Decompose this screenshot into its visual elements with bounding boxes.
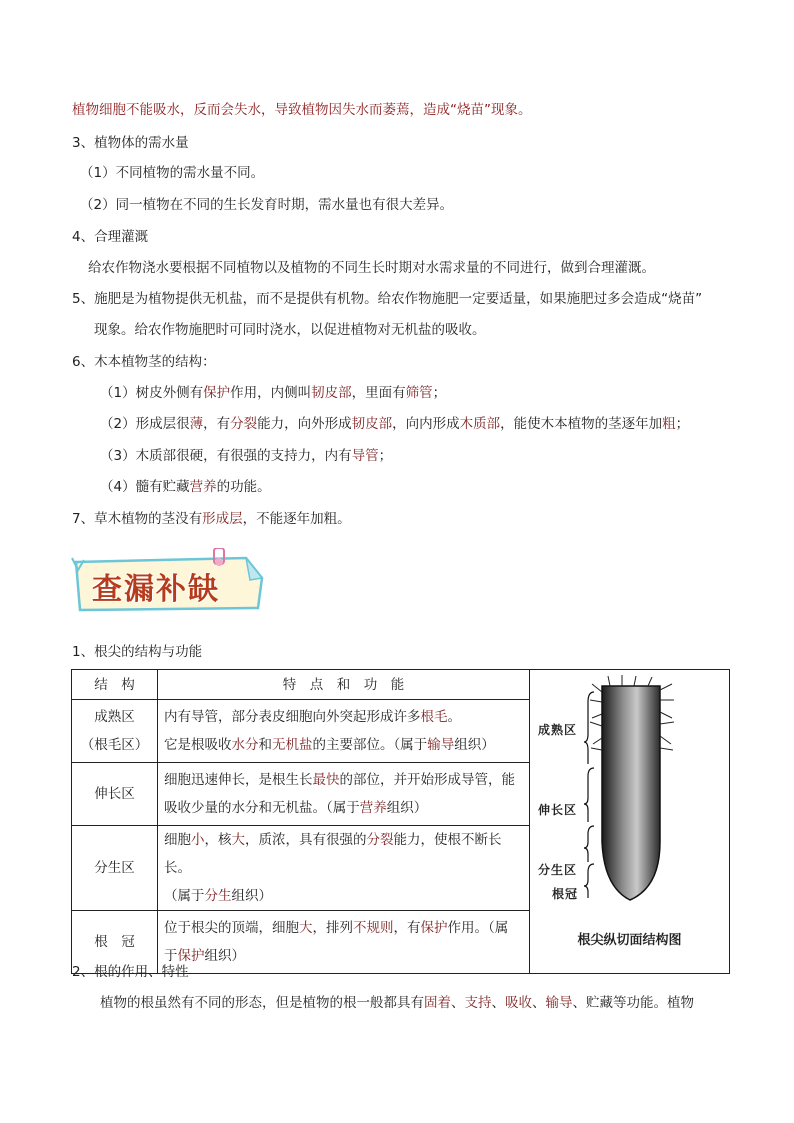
text-root-function: 植物的根虽然有不同的形态，但是植物的根一般都具有固着、支持、吸收、输导、贮藏等功能。植物 [100,995,694,1011]
text-fertilize-2: 现象。给农作物施肥时可同时浇水，以促进植物对无机盐的吸收。 [94,322,486,338]
heading-irrigation: 4、合理灌溉 [72,229,149,245]
text-stem-3: （3）木质部很硬，有很强的支持力，内有导管； [100,448,393,464]
section-banner [70,548,270,614]
text-stem-2: （2）形成层很薄，有分裂能力，向外形成韧皮部，向内形成木质部，能使木本植物的茎逐年加粗； [100,416,690,432]
text-irrigation: 给农作物浇水要根据不同植物以及植物的不同生长时期对水需求量的不同进行，做到合理灌溉。 [88,260,655,276]
row-desc-meristem: 细胞小，核大，质浓，具有很强的分裂能力，使根不断长长。 （属于分生组织） [158,826,530,911]
text-stem-1: （1）树皮外侧有保护作用，内侧叫韧皮部，里面有筛管； [100,385,447,401]
text-fertilize-1: 5、施肥是为植物提供无机盐，而不是提供有机物。给农作物施肥一定要适量，如果施肥过多会造成“烧苗” [72,291,703,307]
heading-root-tip: 1、根尖的结构与功能 [72,644,203,660]
label-meristem-zone: 分生区 [538,863,578,877]
root-tip-figure [530,670,730,974]
label-elongation-zone: 伸长区 [538,803,578,817]
figure-caption: 根尖纵切面结构图 [577,933,682,948]
row-desc-root-cap: 位于根尖的顶端，细胞大，排列不规则，有保护作用。（属 于保护组织） [158,911,530,974]
text-stem-4: （4）髓有贮藏营养的功能。 [100,479,271,495]
row-desc-elongation: 细胞迅速伸长，是根生长最快的部位，并开始形成导管，能 吸收少量的水分和无机盐。（属于营养组织） [158,763,530,826]
text-water-need-2: （2）同一植物在不同的生长发育时期，需水量也有很大差异。 [80,197,454,213]
row-name-meristem: 分生区 [72,826,158,911]
text-herb-stem: 7、草木植物的茎没有形成层，不能逐年加粗。 [72,511,351,527]
label-maturation-zone: 成熟区 [538,723,578,737]
text-line-burn: 植物细胞不能吸水，反而会失水，导致植物因失水而萎蔫，造成“烧苗”现象。 [72,102,532,118]
root-tip-table [71,669,730,974]
label-root-cap: 根冠 [552,887,579,901]
row-name-root-cap: 根 冠 [72,911,158,974]
text-water-need-1: （1）不同植物的需水量不同。 [80,165,265,181]
row-name-elongation: 伸长区 [72,763,158,826]
heading-water-need: 3、植物体的需水量 [72,135,189,151]
header-structure: 结 构 [72,670,158,700]
heading-woody-stem: 6、木本植物茎的结构： [72,354,216,370]
banner-title: 查漏补缺 [92,572,220,607]
header-feature: 特 点 和 功 能 [158,670,530,700]
row-desc-maturation: 内有导管，部分表皮细胞向外突起形成许多根毛。 它是根吸收水分和无机盐的主要部位。（属于输导组织） [158,700,530,763]
heading-root-function: 2、根的作用、特性 [72,964,189,980]
row-name-maturation: 成熟区 （根毛区） [72,700,158,763]
